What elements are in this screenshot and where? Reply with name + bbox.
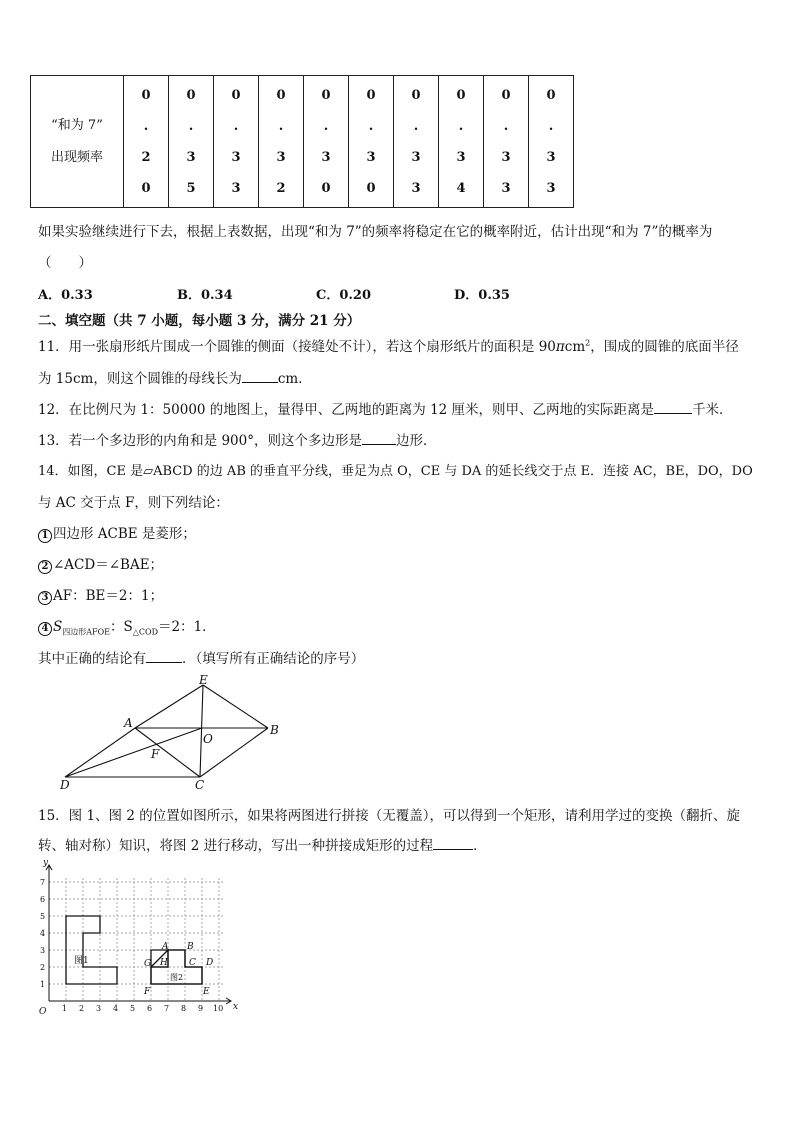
svg-text:3: 3 <box>96 1004 102 1013</box>
geometry-figure <box>55 672 345 792</box>
table-cell: 0 . 3 3 <box>529 76 574 208</box>
q12: 12．在比例尺为 1：50000 的地图上，量得甲、乙两地的距离为 12 厘米，则甲、乙两地的实际距离是 千米． <box>38 402 733 418</box>
svg-text:2: 2 <box>79 1004 85 1013</box>
section-title: 二、填空题（共 7 小题，每小题 3 分，满分 21 分） <box>38 313 361 329</box>
q15-line1: 15．图 1、图 2 的位置如图所示，如果将两图进行拼接（无覆盖），可以得到一个矩形，请利用学过的变换（翻折、旋 <box>38 808 740 824</box>
label-o: O <box>203 732 213 746</box>
label-a: A <box>124 716 133 730</box>
q14-line2: 与 AC 交于点 F，则下列结论： <box>38 495 229 511</box>
table-cell: 0 . 3 5 <box>169 76 214 208</box>
q10-option-b: B．0.34 <box>177 288 233 303</box>
svg-text:9: 9 <box>198 1004 204 1013</box>
svg-text:6: 6 <box>40 895 46 904</box>
label-d: D <box>60 778 70 792</box>
segment-do <box>65 728 202 777</box>
q13: 13．若一个多边形的内角和是 900°，则这个多边形是 边形． <box>38 433 437 449</box>
label-c: C <box>195 778 205 792</box>
segment-eb <box>203 685 268 728</box>
table-cell: 0 . 3 4 <box>439 76 484 208</box>
q14-conclusion-3: 3 AF：BE＝2：1； <box>38 584 163 605</box>
q15-line2: 转、轴对称）知识，将图 2 进行移动，写出一种拼接成矩形的过程 ． <box>38 838 487 854</box>
svg-text:O: O <box>39 1007 47 1017</box>
answer-blank <box>433 837 473 850</box>
answer-blank <box>242 370 278 383</box>
svg-text:H: H <box>160 958 168 968</box>
table-cell: 0 . 3 2 <box>259 76 304 208</box>
svg-text:D: D <box>206 958 214 968</box>
svg-text:y: y <box>43 858 49 868</box>
q11-line1: 11．用一张扇形纸片围成一个圆锥的侧面（接缝处不计），若这个扇形纸片的面积是 90πcm$^2$，围成的圆锥的底面半径 <box>38 338 739 355</box>
coordinate-grid-figure <box>34 858 254 1018</box>
table-cell: 0 . 2 0 <box>124 76 169 208</box>
q14-answer: 其中正确的结论有 ．（填写所有正确结论的序号） <box>38 651 365 667</box>
q14-conclusion-2: 2 ∠ACD＝∠BAE； <box>38 553 163 574</box>
table-row-label: “和为 7” 出现频率 <box>31 76 124 208</box>
svg-text:4: 4 <box>113 1004 119 1013</box>
label-b: B <box>270 723 279 737</box>
svg-text:5: 5 <box>130 1004 136 1013</box>
label-fig1: 图1 <box>74 956 89 966</box>
svg-text:7: 7 <box>40 878 46 887</box>
label-f: F <box>151 747 160 761</box>
q14-conclusion-4: 4 $S_{四边形AFOE}$：$S_{\triangle COD}=2$：1． <box>38 615 216 638</box>
svg-text:8: 8 <box>181 1004 187 1013</box>
svg-text:C: C <box>189 958 196 968</box>
svg-text:B: B <box>187 942 194 952</box>
label-fig2: 图2 <box>170 973 184 982</box>
segment-ea <box>135 685 203 728</box>
q11-line2: 为 15cm，则这个圆锥的母线长为 cm． <box>38 371 312 387</box>
svg-text:G: G <box>144 959 152 969</box>
svg-text:6: 6 <box>147 1004 153 1013</box>
svg-text:5: 5 <box>40 912 46 921</box>
svg-text:2: 2 <box>40 963 46 972</box>
svg-text:A: A <box>162 942 169 952</box>
svg-text:7: 7 <box>164 1004 170 1013</box>
svg-text:x: x <box>233 1002 239 1012</box>
q14-conclusion-1: 1 四边形 ACBE 是菱形； <box>38 522 196 543</box>
segment-da <box>65 728 135 777</box>
svg-text:10: 10 <box>213 1004 224 1013</box>
svg-text:E: E <box>203 987 210 997</box>
svg-text:4: 4 <box>40 929 46 938</box>
answer-blank <box>362 432 396 445</box>
q10-option-a: A．0.33 <box>38 288 93 303</box>
svg-text:3: 3 <box>40 946 46 955</box>
table-cell: 0 . 3 3 <box>214 76 259 208</box>
answer-blank <box>654 401 692 414</box>
table-cell: 0 . 3 0 <box>304 76 349 208</box>
svg-text:F: F <box>144 987 151 997</box>
table-cell: 0 . 3 0 <box>349 76 394 208</box>
segment-ec <box>200 685 203 777</box>
q10-option-d: D．0.35 <box>454 288 510 303</box>
svg-text:1: 1 <box>62 1004 68 1013</box>
q10-stem: 如果实验继续进行下去，根据上表数据，出现“和为 7”的频率将稳定在它的概率附近，估计出现“和为 7”的概率为 <box>38 224 713 240</box>
answer-blank <box>146 650 182 663</box>
q10-paren: （ ） <box>38 255 92 271</box>
table-cell: 0 . 3 3 <box>484 76 529 208</box>
q10-option-c: C．0.20 <box>316 288 372 303</box>
frequency-table <box>30 75 574 208</box>
table-cell: 0 . 3 3 <box>394 76 439 208</box>
segment-ac <box>135 728 200 777</box>
svg-text:1: 1 <box>40 980 46 989</box>
label-e: E <box>199 673 208 687</box>
q14-line1: 14．如图，CE 是▱ABCD 的边 AB 的垂直平分线，垂足为点 O，CE 与 DA 的延长线交于点 E．连接 AC，BE，DO，DO <box>38 464 753 479</box>
